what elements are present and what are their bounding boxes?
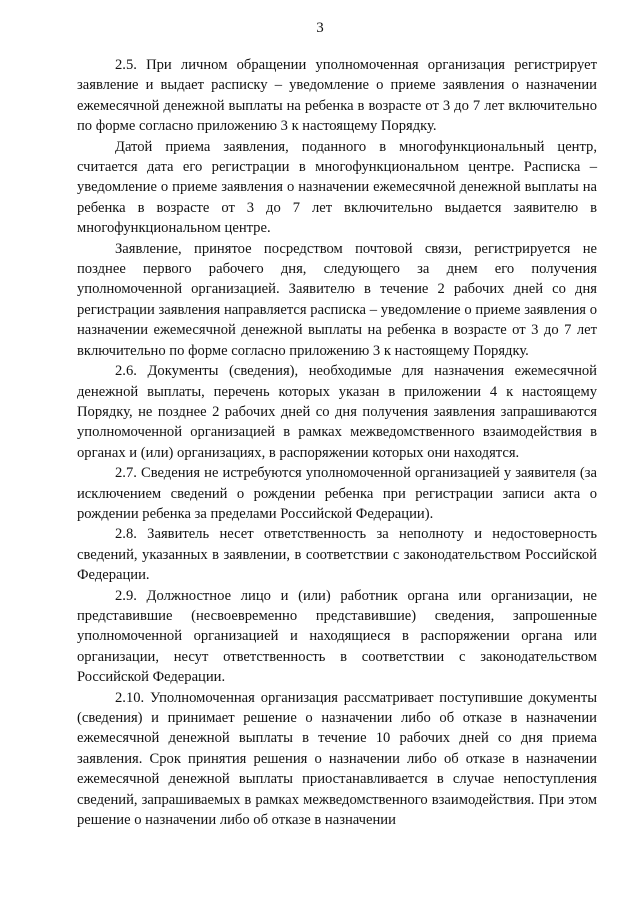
paragraph-2-10: 2.10. Уполномоченная организация рассматривает поступившие документы (сведения) и принимает решение о назначении либо об отказе в назначении ежемесячной денежной выплаты в течение 10 рабочих дней со дня приема заявления. Срок принятия решения о назначении либо об отказе в назначении ежемесячной денежной выплаты приостанавливается в случае непоступления сведений, запрашиваемых в рамках межведомственного взаимодействия. При этом решение о назначении либо об отказе в назначении — [77, 689, 597, 829]
page-number: 3 — [316, 20, 324, 36]
paragraph-postal-application: Заявление, принятое посредством почтовой связи, регистрируется не позднее первого рабочего дня, следующего за днем его получения уполномоченной организацией. Заявителю в течение 2 рабочих дней со дня регистрации заявления направляется расписка – уведомление о приеме заявления о назначении ежемесячной денежной выплаты на ребенка в возрасте от 3 до 7 лет включительно по форме согласно приложению 3 к настоящему Порядку. — [77, 240, 597, 359]
paragraph-2-8: 2.8. Заявитель несет ответственность за неполноту и недостоверность сведений, указанных в заявлении, в соответствии с законодательством Российской Федерации. — [77, 526, 597, 584]
document-body — [77, 55, 597, 830]
paragraph-2-6: 2.6. Документы (сведения), необходимые для назначения ежемесячной денежной выплаты, перечень которых указан в приложении 4 к настоящему Порядку, не позднее 2 рабочих дней со дня получения заявления запрашиваются уполномоченной организацией в рамках межведомственного взаимодействия в органах и (или) организациях, в распоряжении которых они находятся. — [77, 363, 597, 461]
paragraph-2-5: 2.5. При личном обращении уполномоченная организация регистрирует заявление и выдает расписку – уведомление о приеме заявления о назначении ежемесячной денежной выплаты на ребенка в возрасте от 3 до 7 лет включительно по форме согласно приложению 3 к настоящему Порядку. — [77, 57, 597, 135]
paragraph-2-9: 2.9. Должностное лицо и (или) работник органа или организации, не представившие (несвоевременно представившие) сведения, запрошенные уполномоченной организацией и находящиеся в распоряжении органа или организации, несут ответственность в соответствии с законодательством Российской Федерации. — [77, 587, 597, 686]
paragraph-mfc-receipt-date: Датой приема заявления, поданного в многофункциональный центр, считается дата его регистрации в многофункциональном центре. Расписка – уведомление о приеме заявления о назначении ежемесячной денежной выплаты на ребенка в возрасте от 3 до 7 лет включительно выдается заявителю в многофункциональном центре. — [77, 138, 597, 237]
paragraph-2-7: 2.7. Сведения не истребуются уполномоченной организацией у заявителя (за исключением сведений о рождении ребенка при регистрации записи акта о рождении ребенка за пределами Российской Федерации). — [77, 465, 597, 522]
